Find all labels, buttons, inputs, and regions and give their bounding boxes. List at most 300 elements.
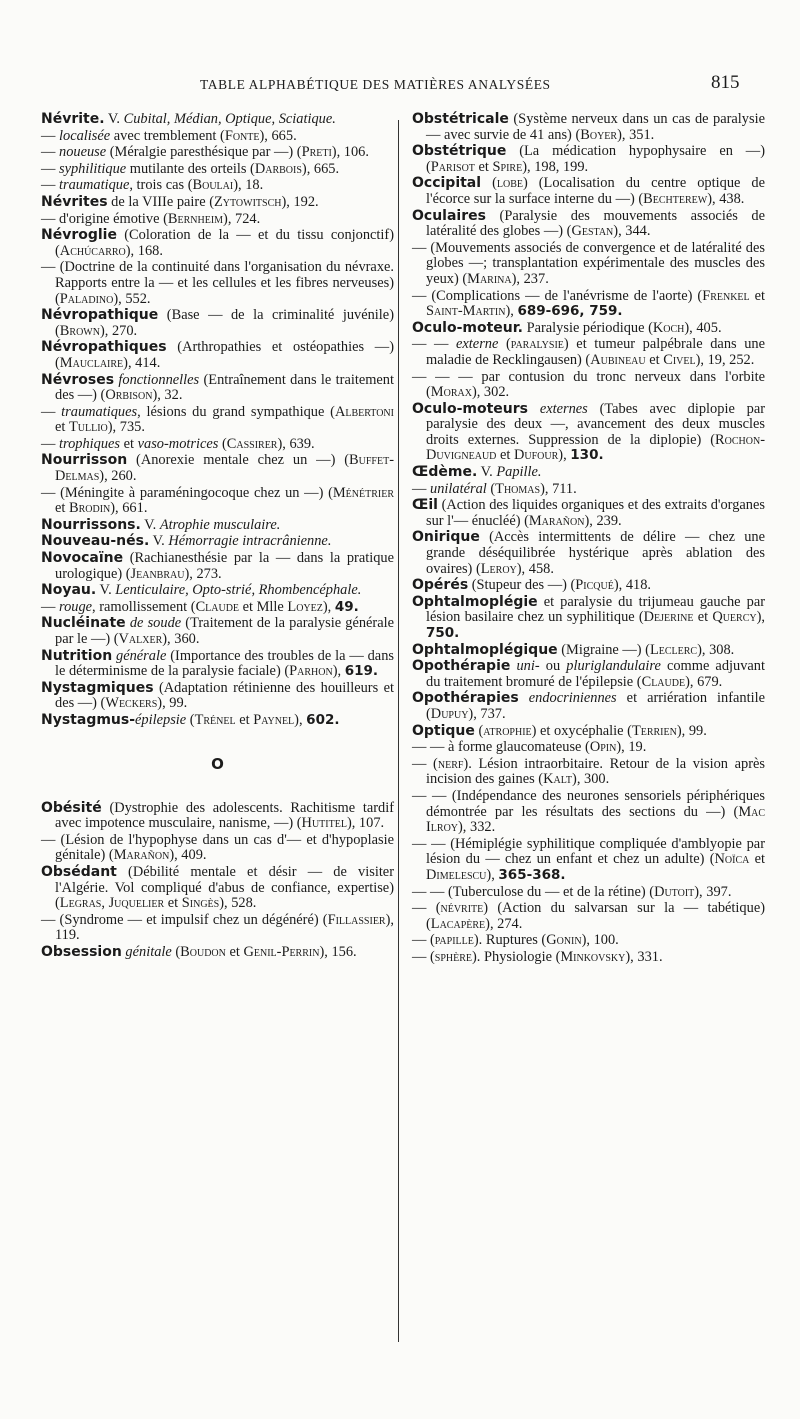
entry-text: ), 19, 252. (695, 351, 755, 368)
entry-text: ), 414. (123, 354, 161, 371)
entry-text: ), 661. (110, 500, 148, 517)
author-name: lobe (496, 175, 523, 192)
entry-text: ) et tumeur palpébrale dans une maladie de Recklingausen) ( (426, 336, 766, 368)
index-entry (41, 551, 394, 582)
entry-text: et Mlle (239, 598, 288, 615)
entry-text: (Base — de la criminalité juvénile) ( (55, 307, 394, 339)
entry-text: ), 237. (511, 270, 549, 287)
entry-text: (Arthropathies et ostéopathies —) ( (55, 339, 394, 371)
section-letter: O (211, 754, 224, 773)
entry-text: et arriération infantile ( (426, 690, 765, 722)
index-entry (41, 162, 394, 178)
entry-text: ) (Localisation du centre optique de l'écorce sur la surface interne du —) ( (426, 175, 765, 207)
entry-text: (Adaptation rétinienne des houilleurs et des —) ( (55, 679, 394, 712)
index-entry (412, 144, 765, 175)
index-entry (412, 530, 765, 577)
index-entry (412, 209, 765, 240)
entry-headword: Optique (412, 722, 475, 739)
entry-text: et paralysie du trijumeau gauche par lésion basilaire chez un syphilitique ( (426, 593, 765, 626)
entry-headword: Nucléinate (41, 615, 126, 632)
author-name: Morax (430, 384, 472, 401)
entry-text: et (749, 287, 766, 304)
entry-text: ), 360. (162, 631, 200, 647)
author-name: Boulai (192, 177, 234, 194)
entry-text: (Tabes avec diplopie par paralysie des deux —, avancement des deux muscles droits externes. Suppression de la diplopie) ( (426, 400, 765, 448)
index-entry (412, 176, 765, 207)
author-name: Dimelescu (426, 866, 487, 883)
index-entry (41, 649, 394, 680)
entry-text: ), 260. (99, 468, 137, 485)
entry-text: — (41, 177, 59, 194)
author-name: papille (434, 932, 474, 949)
entry-headword: Névroses (41, 371, 115, 388)
author-name: Paynel (253, 711, 295, 728)
entry-text: — ( (412, 932, 435, 949)
index-entry (412, 370, 765, 401)
entry-text: ), (756, 609, 765, 626)
entry-text: et (496, 447, 514, 464)
entry-text: de soude (129, 615, 182, 632)
author-name: Mauclaire (59, 354, 124, 371)
author-name: Hutitel (301, 815, 347, 832)
author-name: Brown (59, 322, 100, 339)
author-name: Boyer (580, 126, 618, 143)
left-column (41, 112, 394, 962)
entry-text: paire ( (173, 193, 214, 210)
entry-text: ( (186, 711, 195, 728)
entry-text: localisée (59, 127, 111, 144)
entry-headword: Opérés (412, 577, 469, 594)
entry-headword: Nystagmiques (41, 679, 154, 696)
entry-text: vaso-motrices (137, 435, 219, 452)
entry-headword: Névrites (41, 193, 108, 210)
entry-text: trophiques (59, 435, 121, 452)
author-name: Tullio (68, 419, 108, 436)
entry-text: ), 711. (540, 480, 577, 497)
entry-text: ), 168. (125, 242, 163, 259)
index-entry (41, 616, 394, 647)
entry-headword: Nutrition (41, 647, 113, 664)
index-entry (41, 373, 394, 404)
author-name: Marina (467, 270, 512, 287)
author-name: Bernheim (167, 210, 224, 227)
author-name: Koch (652, 319, 685, 336)
entry-text: pluriglandulaire (566, 658, 661, 675)
author-name: Dutoit (654, 883, 695, 900)
index-entry (412, 691, 765, 722)
author-name: Leroy (480, 560, 517, 577)
entry-text: ), 405. (684, 319, 722, 336)
entry-headword: Nourrisson (41, 452, 128, 469)
index-entry (412, 643, 765, 659)
entry-text: , lésions du grand sympathique ( (137, 403, 335, 420)
index-entry (412, 757, 765, 788)
entry-text: ), 18. (233, 177, 264, 194)
page-reference: 619. (344, 663, 379, 680)
author-name: Quercy (712, 609, 757, 626)
entry-headword: Nystagmus- (41, 711, 136, 728)
entry-text: ), 724. (223, 210, 261, 227)
index-entry (41, 583, 394, 599)
entry-text: , (101, 895, 109, 912)
entry-text: (Importance des troubles de la — dans le déterminisme de la paralysie faciale) ( (55, 647, 394, 680)
entry-text: ). Lésion intraorbitaire. Retour de la vision après incision des gaines ( (426, 755, 766, 788)
entry-headword: Nourrissons. (41, 516, 141, 533)
entry-text: ), 665. (301, 160, 340, 177)
entry-text: ( (171, 943, 181, 960)
author-name: Gonin (546, 932, 582, 949)
author-name: Valxer (118, 631, 163, 647)
author-name: Loyez (287, 598, 323, 615)
entry-text: rouge (59, 598, 93, 615)
entry-text: — ( (412, 948, 435, 965)
entry-text: (Accès intermittents de délire — chez une grande déséquilibrée hystérique après ablation des ovaires) ( (426, 529, 765, 577)
entry-headword: Novocaïne (41, 550, 124, 567)
index-entry (412, 595, 765, 642)
author-name: Opin (589, 739, 617, 756)
index-entry (412, 241, 765, 288)
author-name: Rochon-Duvigneaud (426, 431, 765, 464)
author-name: Juquelier (108, 895, 165, 912)
index-entry (41, 145, 394, 161)
entry-text: ), 300. (572, 771, 610, 788)
index-entry (412, 789, 765, 836)
index-entry (412, 740, 765, 756)
entry-text: — (41, 403, 62, 420)
author-name: névrite (440, 900, 484, 917)
entry-text: (La médication hypophysaire en —) ( (426, 143, 765, 175)
author-name: Dejerine (643, 609, 694, 626)
entry-text: ), 552. (113, 290, 151, 307)
entry-text: (Paralysie des mouvements associés de latéralité des globes —) ( (426, 207, 765, 240)
entry-text: V. (149, 533, 169, 550)
index-entry (41, 865, 394, 912)
entry-text: unilatéral (430, 480, 487, 497)
index-entry (41, 178, 394, 194)
entry-text (528, 401, 540, 417)
index-entry (41, 112, 394, 128)
author-name: Darbois (254, 160, 302, 177)
entry-text: ( (486, 480, 496, 497)
author-name: Saint-Martin (426, 303, 506, 320)
entry-text: fonctionnelles (118, 371, 200, 388)
author-name: Legras (59, 895, 102, 912)
entry-headword: Névroglie (41, 227, 117, 244)
entry-text: ), 737. (468, 705, 506, 722)
entry-text: ), (558, 447, 571, 464)
page-reference: 750. (426, 625, 460, 641)
entry-headword: Obésité (41, 799, 102, 816)
index-entry (41, 534, 394, 550)
entry-text: ), 99. (676, 722, 707, 739)
entry-text: ( (481, 175, 497, 192)
entry-text: ), 528. (219, 895, 257, 912)
author-name: Fillassier (327, 911, 386, 928)
entry-text: — ( (412, 900, 441, 917)
index-entry (412, 724, 765, 740)
page-reference: 49. (334, 598, 359, 615)
entry-text: ), 106. (331, 144, 369, 161)
entry-text: ), (332, 663, 345, 680)
entry-text: ( (474, 722, 484, 739)
entry-text: — (41, 144, 59, 161)
right-column (412, 112, 765, 966)
entry-text: Paralysie périodique ( (522, 319, 653, 336)
author-name: paralysie (510, 336, 564, 353)
entry-text: (Migraine —) ( (557, 641, 650, 658)
entry-text: générale (116, 647, 167, 664)
author-name: Zytowitsch (213, 193, 282, 210)
index-entry (412, 901, 765, 932)
entry-text: — (Complications — de l'anévrisme de l'aorte) ( (412, 287, 703, 304)
entry-headword: Œdème. (412, 464, 478, 481)
entry-text: — ( (412, 755, 438, 772)
index-entry (412, 933, 765, 949)
author-name: Aubineau (590, 351, 646, 368)
entry-text: ), 274. (485, 915, 523, 932)
entry-text: — (41, 598, 59, 615)
entry-headword: Ophtalmoplégique (412, 641, 558, 658)
entry-text: ), 99. (157, 695, 188, 712)
index-entry (412, 402, 765, 464)
entry-text: (Stupeur des —) ( (468, 577, 576, 594)
entry-text: — — (Hémiplégie syphilitique compliquée d'amblyopie par lésion du — chez un enfant et chez un adulte) ( (412, 835, 765, 868)
page-reference: 365-368. (498, 866, 566, 883)
entry-text: et (55, 419, 69, 436)
entry-text: (Méralgie paresthésique par —) ( (106, 144, 302, 161)
index-entry (41, 600, 394, 616)
entry-headword: Névropathiques (41, 339, 167, 356)
index-entry (412, 482, 765, 498)
entry-text: ), 270. (99, 322, 138, 339)
author-name: Dupuy (430, 705, 469, 722)
entry-text: ), 344. (613, 223, 651, 240)
author-name: Lacapère (430, 915, 486, 932)
entry-headword: Onirique (412, 529, 480, 546)
entry-text: Lenticulaire, Opto-strié, Rhombencéphale. (115, 582, 362, 599)
entry-text: ), (505, 303, 518, 320)
entry-text: — (Lésion de l'hypophyse dans un cas d'— et d'hypoplasie génitale) ( (41, 831, 394, 864)
index-entry (41, 437, 394, 453)
entry-text: ), 192. (281, 193, 319, 210)
entry-headword: Obstétrique (412, 143, 507, 160)
entry-text: ), 735. (107, 419, 145, 436)
entry-text: comme adjuvant du traitement bromuré de l'épilepsie ( (426, 658, 765, 690)
entry-text: et (474, 158, 493, 175)
entry-headword: Oculaires (412, 207, 486, 224)
entry-text: avec tremblement ( (110, 127, 225, 144)
entry-text: ), 119. (55, 911, 394, 944)
entry-text: — (Méningite à paraméningocoque chez un —) ( (41, 484, 333, 501)
index-entry (41, 518, 394, 534)
entry-text (519, 690, 529, 706)
entry-text: ), 397. (694, 883, 732, 900)
entry-text: (Coloration de la — et du tissu conjonctif) ( (55, 227, 394, 259)
entry-text: et (749, 851, 766, 868)
entry-text: syphilitique (59, 160, 127, 177)
index-entry (41, 129, 394, 145)
entry-text: — (41, 127, 59, 144)
entry-text: — (Mouvements associés de convergence et de latéralité des globes —; transplantation expérimentale des muscles des yeux) ( (412, 239, 765, 287)
index-entry (41, 713, 394, 729)
entry-headword: Névropathique (41, 307, 159, 324)
entry-text: — — (412, 336, 457, 353)
author-name: nerf (437, 755, 464, 772)
index-entry (41, 801, 394, 832)
entry-headword: Opothérapie (412, 658, 511, 675)
author-name: Singès (181, 895, 220, 912)
author-name: Parhon (289, 663, 333, 680)
entry-text: V. (104, 111, 124, 127)
entry-text: — — (Indépendance des neurones sensoriels périphériques démontrée par les résultats des sections du —) ( (412, 787, 765, 820)
entry-text: mutilante des orteils ( (126, 160, 255, 177)
entry-text: ). Physiologie ( (472, 948, 561, 965)
entry-text: externes (539, 400, 588, 417)
page-reference: 130. (570, 447, 604, 464)
entry-headword: Obstétricale (412, 111, 509, 127)
entry-text: ), (322, 598, 335, 615)
author-name: Marañon (113, 847, 170, 864)
index-entry (412, 465, 765, 481)
entry-text: Atrophie musculaire. (159, 516, 281, 533)
author-name: Gestan (571, 223, 614, 240)
entry-text: noueuse (59, 144, 107, 161)
entry-text: (Dystrophie des adolescents. Rachitisme tardif avec impotence musculaire, nanisme, —) ( (55, 799, 394, 832)
entry-text: ). Ruptures ( (473, 932, 547, 949)
entry-text: ), 32. (152, 387, 183, 404)
index-entry (41, 913, 394, 944)
index-entry (41, 681, 394, 712)
author-name: Weckers (105, 695, 158, 712)
entry-text: ), 665. (259, 127, 297, 144)
author-name: Frenkel (702, 287, 750, 304)
entry-text: (Action des liquides organiques et des extraits d'organes sur l'— énucléé) ( (426, 497, 765, 529)
entry-text: ), 308. (697, 641, 735, 658)
index-entry (41, 486, 394, 517)
entry-text: externe (456, 336, 499, 353)
entry-headword: Œil (412, 497, 438, 514)
entry-text: ), 458. (516, 560, 554, 577)
entry-text: et (225, 943, 244, 960)
author-name: Parisot (430, 158, 475, 175)
entry-headword: Noyau. (41, 582, 97, 599)
entry-text: traumatique (59, 177, 130, 194)
entry-text: ), 100. (581, 932, 619, 949)
running-title: TABLE ALPHABÉTIQUE DES MATIÈRES ANALYSÉES (200, 77, 551, 92)
entry-text: e (166, 193, 174, 210)
author-name: Boudon (180, 943, 226, 960)
index-entry (412, 885, 765, 901)
entry-headword: Ophtalmoplégie (412, 593, 538, 610)
entry-text: ) et oxycéphalie ( (531, 722, 632, 739)
entry-text: ), 331. (625, 948, 663, 965)
author-name: Fonte (224, 127, 260, 144)
entry-text: ), (486, 866, 499, 883)
author-name: sphère (434, 948, 473, 965)
column-divider (398, 120, 399, 1342)
entry-text: épilepsie (135, 711, 187, 728)
entry-headword: Oculo-moteur. (412, 319, 523, 336)
entry-headword: Obsédant (41, 863, 117, 880)
entry-text: ) (Action du salvarsan sur la — tabétique) ( (426, 900, 765, 932)
entry-headword: Occipital (412, 175, 482, 192)
entry-text: et (645, 351, 664, 368)
entry-text: (Entraînement dans le traitement des —) ( (55, 371, 394, 404)
entry-text: ), 351. (617, 126, 655, 143)
author-name: Genil-Perrin (243, 943, 320, 960)
author-name: Dufour (513, 447, 559, 464)
entry-text: de la VIII (107, 193, 167, 210)
author-name: Buffet-Delmas (55, 452, 394, 485)
author-name: Achúcarro (59, 242, 126, 259)
entry-text: , trois cas ( (129, 177, 193, 194)
author-name: Claude (641, 673, 686, 690)
author-name: Paladino (59, 290, 114, 307)
entry-text: génitale (125, 943, 172, 960)
entry-text: ou (539, 658, 567, 675)
index-entry (412, 498, 765, 529)
entry-text: ), 409. (169, 847, 207, 864)
entry-text: ), (294, 711, 307, 728)
entry-text: , ramollissement ( (92, 598, 196, 615)
author-name: Ménétrier (332, 484, 394, 501)
index-entry (41, 453, 394, 484)
author-name: Albertoni (334, 403, 394, 420)
entry-text: et (235, 711, 254, 728)
index-entry (41, 833, 394, 864)
index-entry (41, 340, 394, 371)
entry-headword: Oculo-moteurs (412, 400, 528, 417)
entry-text: et (55, 500, 69, 517)
entry-text: — (412, 480, 430, 497)
page-reference: 689-696, 759. (517, 303, 623, 320)
author-name: Terrien (631, 722, 677, 739)
author-name: Bechterew (643, 190, 708, 207)
entry-text: traumatiques (61, 403, 138, 420)
author-name: Minkovsky (560, 948, 626, 965)
entry-text: ( (218, 435, 227, 452)
author-name: Picqué (575, 577, 614, 594)
index-entry (412, 337, 765, 368)
author-name: Kalt (543, 771, 573, 788)
entry-text: — — (Tuberculose du — et de la rétine) ( (412, 883, 655, 900)
author-name: Trénel (194, 711, 236, 728)
entry-text: — (Syndrome — et impulsif chez un dégénéré) ( (41, 911, 328, 928)
entry-text: ), 107. (346, 815, 385, 832)
author-name: Cassirer (226, 435, 278, 452)
author-name: Leclerc (649, 641, 698, 658)
entry-text: Papille. (496, 464, 542, 481)
author-name: Spire (492, 158, 523, 175)
author-name: Orbison (105, 387, 153, 404)
entry-text: Hémorragie intracrânienne. (168, 533, 332, 550)
author-name: Marañon (528, 512, 585, 529)
entry-text: (Rachianesthésie par la — dans la pratique urologique) ( (55, 550, 394, 582)
entry-text: endocriniennes (528, 690, 617, 707)
entry-text: V. (477, 464, 497, 481)
entry-text: uni- (516, 658, 540, 675)
entry-text: ), 332. (458, 819, 496, 836)
index-entry (41, 212, 394, 228)
entry-headword: Névrite. (41, 111, 105, 127)
entry-text: — d'origine émotive ( (41, 210, 168, 227)
index-entry (412, 112, 765, 143)
entry-text: V. (96, 582, 116, 599)
entry-text: (Traitement de la paralysie générale par le —) ( (55, 615, 394, 647)
author-name: Jeanbrau (130, 565, 185, 582)
index-entry (41, 260, 394, 307)
index-entry (412, 659, 765, 690)
